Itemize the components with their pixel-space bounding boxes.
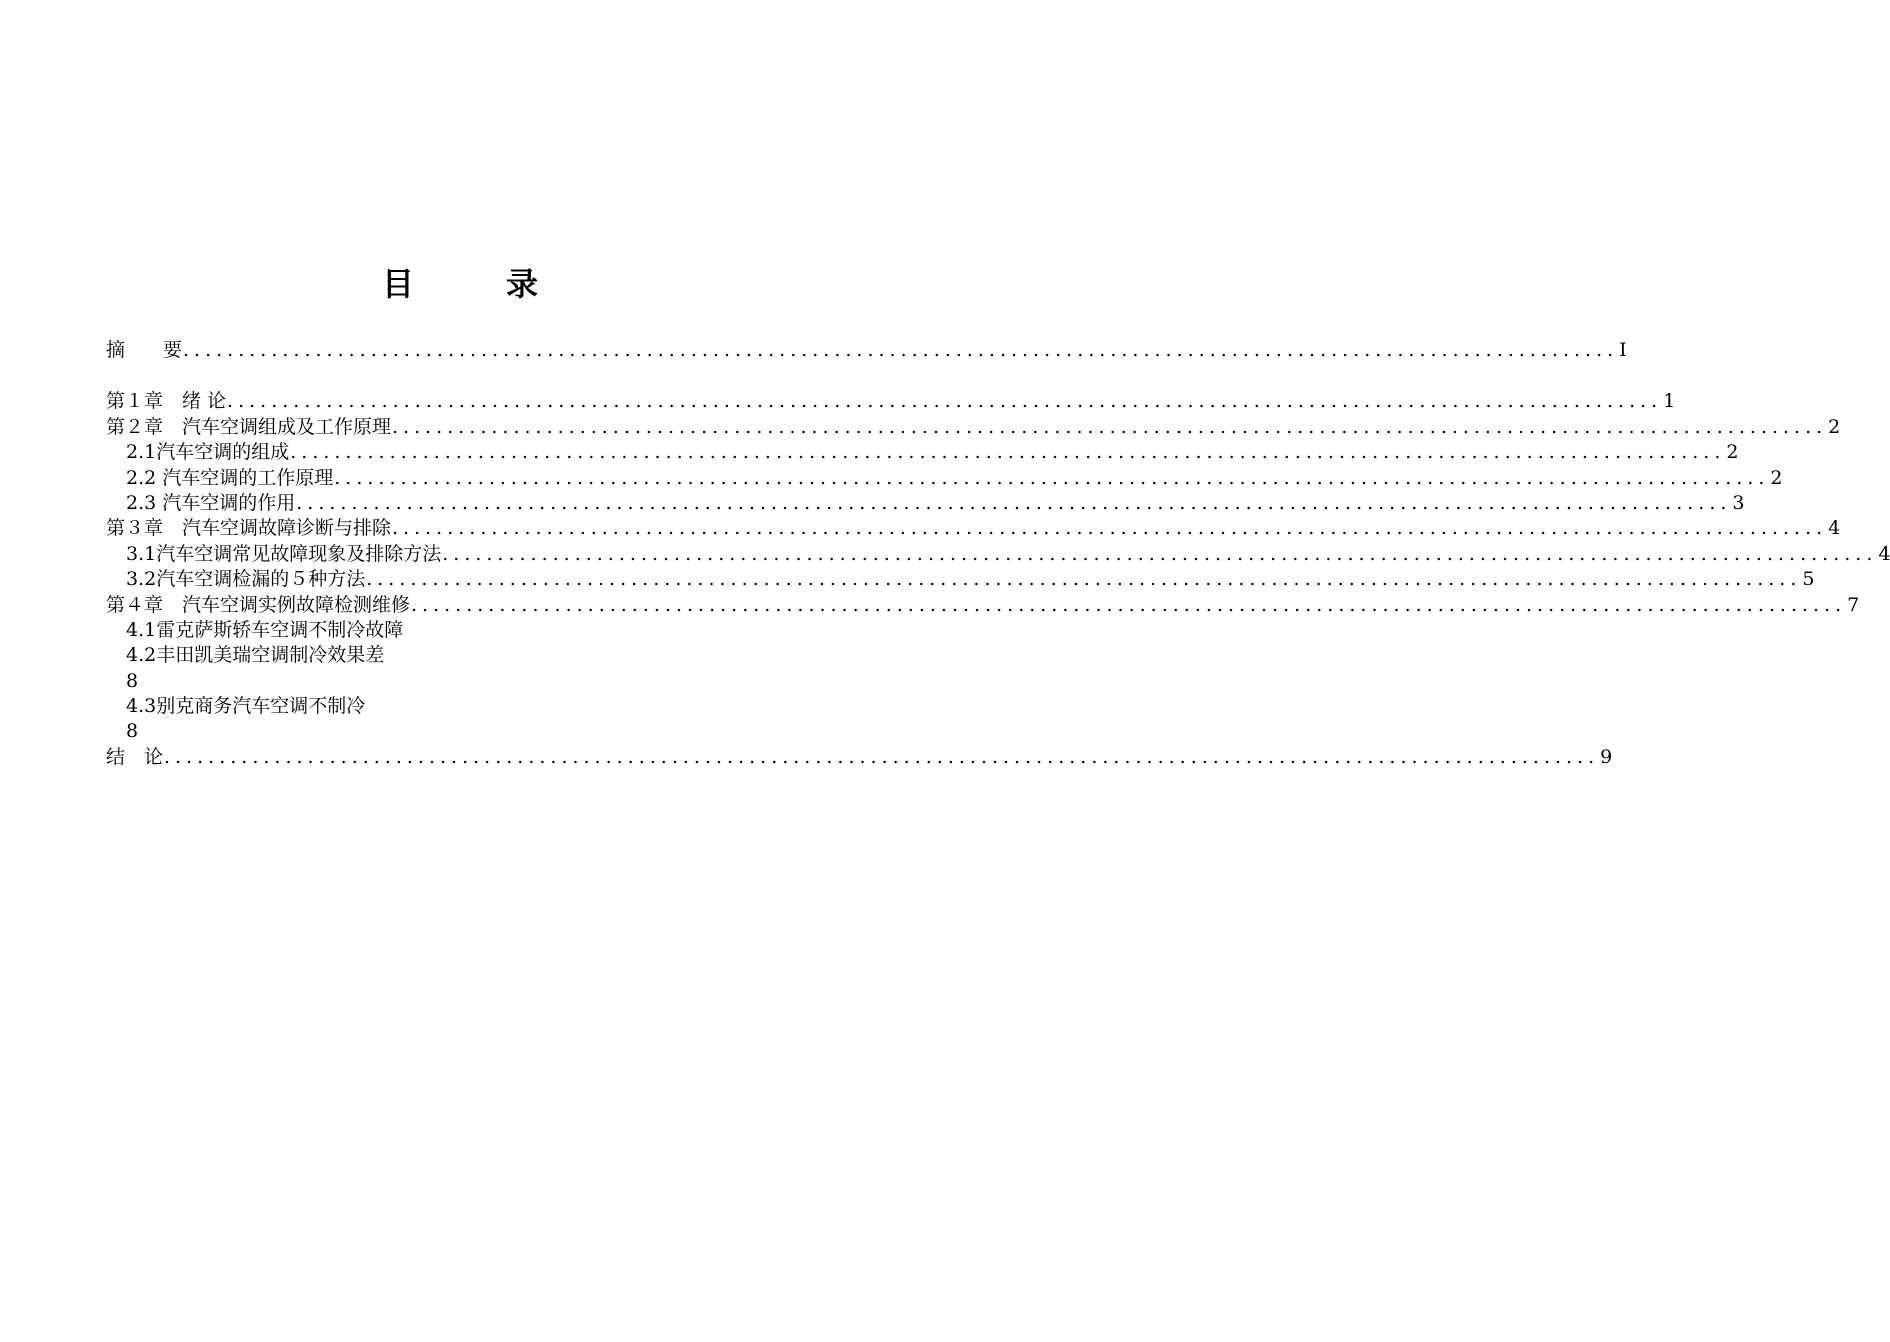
toc-leader-dots: .................................................................................................................................. [183,339,1619,361]
toc-leader-dots: .................................................................................................................................. [296,491,1732,514]
toc-entry-label: 摘 要 [106,339,183,361]
page-title: 目 录 [381,265,568,303]
toc-entry-label: 第１章 绪 论 [106,390,227,413]
toc-entry-2-2[interactable] [106,466,1783,491]
toc-leader-dots: .................................................................................................................................. [334,466,1770,489]
toc-entry-3-1[interactable] [106,542,1890,567]
toc-leader-dots: .................................................................................................................................. [164,745,1600,768]
toc-entry-page: 9 [1600,745,1613,768]
toc-entry-chapter-4[interactable] [106,593,1860,618]
toc-entry-page: 4 [1878,542,1890,565]
toc-entry-abstract[interactable] [106,338,1627,363]
toc-entry-page: 2 [1828,415,1841,438]
toc-leader-dots: .................................................................................................................................. [442,542,1878,565]
toc-entry-page: 4 [1828,517,1841,540]
toc-entry-page: 5 [1802,568,1815,591]
toc-entry-label: 第３章 汽车空调故障诊断与排除 [106,517,392,540]
toc-entry-3-2[interactable] [106,567,1815,592]
toc-entry-chapter-1[interactable] [106,389,1676,414]
toc-entry-4-3[interactable]: 4.3别克商务汽车空调不制冷 [126,695,366,718]
toc-leader-dots: .................................................................................................................................. [227,390,1663,413]
toc-entry-chapter-2[interactable] [106,415,1841,440]
toc-entry-page: 3 [1732,491,1745,514]
toc-entry-label: 第２章 汽车空调组成及工作原理 [106,415,392,438]
toc-entry-conclusion[interactable] [106,745,1613,770]
toc-entry-2-3[interactable] [106,491,1745,516]
toc-entry-4-2[interactable]: 4.2丰田凯美瑞空调制冷效果差 [126,644,385,667]
toc-entry-page: 1 [1663,390,1676,413]
toc-entry-label: 2.3 汽车空调的作用 [126,491,296,514]
toc-entry-label: 第４章 汽车空调实例故障检测维修 [106,593,411,616]
toc-leader-dots: .................................................................................................................................. [366,568,1802,591]
toc-page-number-4-3: 8 [126,720,139,743]
toc-entry-label: 3.2汽车空调检漏的５种方法 [126,568,366,591]
table-of-contents [106,338,1890,770]
toc-entry-label: 结 论 [106,745,164,768]
toc-leader-dots: .................................................................................................................................. [392,415,1828,438]
toc-entry-page: 7 [1847,593,1860,616]
toc-leader-dots: .................................................................................................................................. [411,593,1847,616]
toc-entry-page: I [1619,339,1627,361]
toc-entry-label: 3.1汽车空调常见故障现象及排除方法 [126,542,442,565]
toc-leader-dots: .................................................................................................................................. [392,517,1828,540]
toc-entry-label: 2.2 汽车空调的工作原理 [126,466,334,489]
toc-leader-dots: .................................................................................................................................. [290,441,1726,464]
toc-entry-4-1[interactable]: 4.1雷克萨斯轿车空调不制冷故障 [126,618,404,641]
toc-entry-page: 2 [1726,441,1739,464]
toc-entry-label: 2.1汽车空调的组成 [126,441,290,464]
toc-entry-page: 2 [1770,466,1783,489]
toc-entry-chapter-3[interactable] [106,516,1841,541]
toc-entry-2-1[interactable] [106,440,1739,465]
toc-page-number-4-2: 8 [126,669,139,692]
